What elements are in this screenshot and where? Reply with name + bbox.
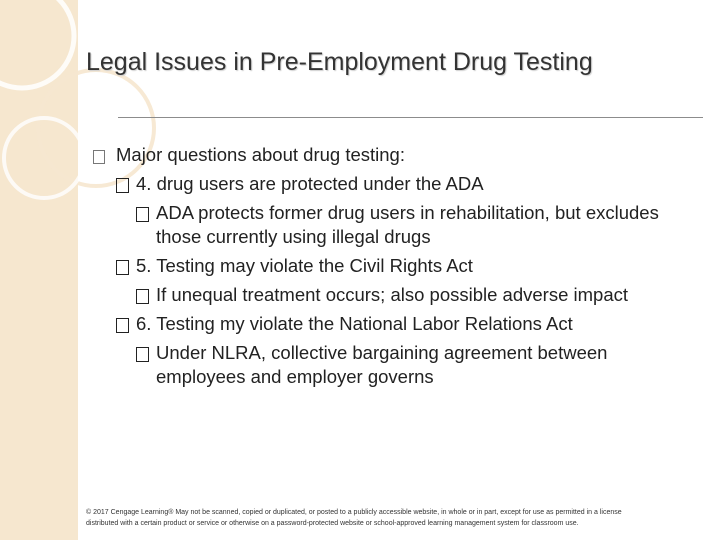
copyright-footer <box>86 507 704 529</box>
bullet-item-7-continued: employees and employer governs <box>156 366 434 387</box>
footer-line-1: © 2017 Cengage Learning® May not be scanned, copied or duplicated, or posted to a publicly accessible website, in whole or in part, except for use as permitted in a license <box>86 509 622 516</box>
bullet-item-3-continued: those currently using illegal drugs <box>156 226 431 247</box>
bullet-item-1: Major questions about drug testing: <box>116 144 405 165</box>
bullet-item-2: 4. drug users are protected under the ADA <box>136 173 484 194</box>
bullet-icon <box>116 316 129 335</box>
bullet-icon <box>136 205 149 224</box>
footer-line-2: distributed with a certain product or service or otherwise on a password-protected website or school-approved learning management system for classroom use. <box>86 520 579 527</box>
slide-title: Legal Issues in Pre-Employment Drug Testing <box>86 48 593 76</box>
bullet-item-3: ADA protects former drug users in rehabilitation, but excludes <box>156 202 659 223</box>
bullet-item-5: If unequal treatment occurs; also possible adverse impact <box>156 284 628 305</box>
bullet-icon <box>93 147 105 166</box>
bullet-icon <box>136 345 149 364</box>
bullet-item-7: Under NLRA, collective bargaining agreement between <box>156 342 608 363</box>
bullet-icon <box>116 176 129 195</box>
bullet-item-4: 5. Testing may violate the Civil Rights Act <box>136 255 473 276</box>
bullet-icon <box>136 287 149 306</box>
bullet-item-6: 6. Testing my violate the National Labor Relations Act <box>136 313 573 334</box>
bullet-icon <box>116 258 129 277</box>
